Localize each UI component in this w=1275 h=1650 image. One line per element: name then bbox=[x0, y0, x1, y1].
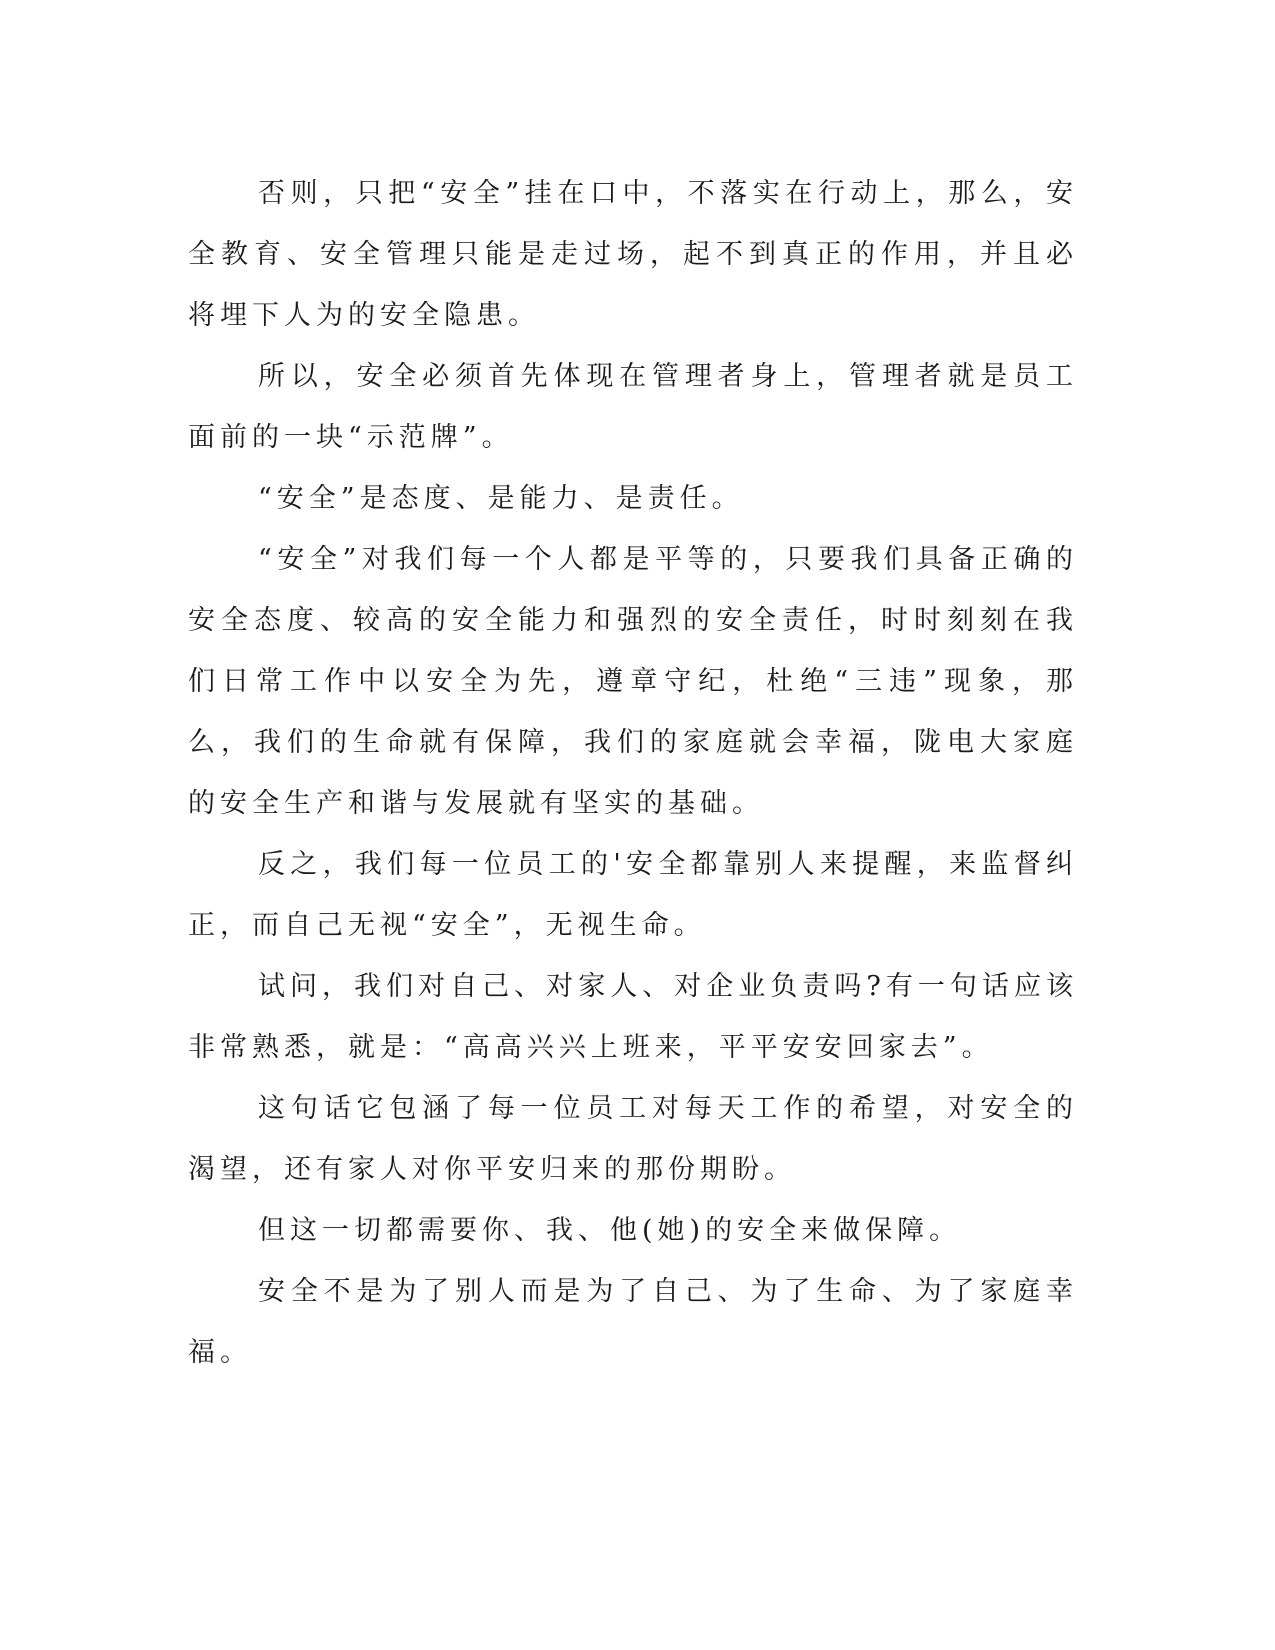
paragraph: 否则，只把“安全”挂在口中，不落实在行动上，那么，安全教育、安全管理只能是走过场，起不到真正的作用，并且必将埋下人为的安全隐患。 bbox=[188, 178, 1078, 331]
paragraph: 这句话它包涵了每一位员工对每天工作的希望，对安全的渴望，还有家人对你平安归来的那份期盼。 bbox=[188, 1093, 1078, 1185]
paragraph: “安全”是态度、是能力、是责任。 bbox=[258, 483, 744, 514]
paragraph: 但这一切都需要你、我、他(她)的安全来做保障。 bbox=[258, 1215, 962, 1246]
document-body bbox=[188, 163, 1078, 1383]
paragraph: 试问，我们对自己、对家人、对企业负责吗?有一句话应该非常熟悉，就是：“高高兴兴上班来，平平安安回家去”。 bbox=[188, 971, 1078, 1063]
paragraph: 所以，安全必须首先体现在管理者身上，管理者就是员工面前的一块“示范牌”。 bbox=[188, 361, 1078, 453]
paragraph: 安全不是为了别人而是为了自己、为了生命、为了家庭幸福。 bbox=[188, 1276, 1078, 1368]
paragraph: 反之，我们每一位员工的'安全都靠别人来提醒，来监督纠正，而自己无视“安全”，无视生命。 bbox=[188, 849, 1078, 941]
paragraph: “安全”对我们每一个人都是平等的，只要我们具备正确的安全态度、较高的安全能力和强烈的安全责任，时时刻刻在我们日常工作中以安全为先，遵章守纪，杜绝“三违”现象，那么，我们的生命就有保障，我们的家庭就会幸福，陇电大家庭的安全生产和谐与发展就有坚实的基础。 bbox=[188, 544, 1078, 819]
